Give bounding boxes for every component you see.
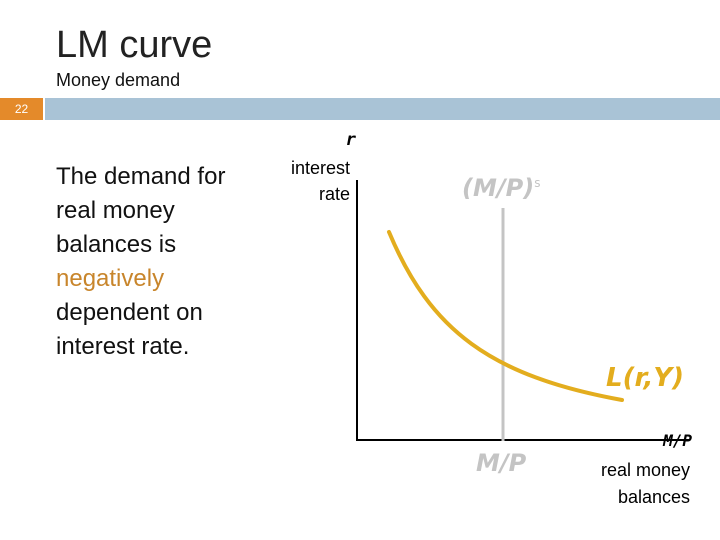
money-supply-superscript: s bbox=[534, 176, 541, 190]
slide-subtitle: Money demand bbox=[56, 70, 181, 90]
slide-title: LM curve bbox=[56, 24, 213, 66]
demand-curve-label: L(r,Y) bbox=[606, 363, 685, 393]
slide-number: 22 bbox=[0, 98, 43, 120]
y-axis-label: interest rate bbox=[290, 158, 350, 204]
y-axis-variable: r bbox=[345, 130, 356, 150]
x-axis-variable: M/P bbox=[663, 431, 692, 450]
money-demand-curve bbox=[389, 232, 622, 400]
supply-tick-label: M/P bbox=[476, 449, 527, 477]
body-text-end: dependent on interest rate. bbox=[56, 299, 203, 360]
body-text-highlight: negatively bbox=[56, 265, 165, 292]
body-text-start: The demand for real money balances is bbox=[56, 163, 226, 258]
money-supply-text: (M/P) bbox=[462, 174, 535, 202]
money-supply-label bbox=[462, 174, 540, 202]
x-axis-label: real money balances bbox=[600, 460, 690, 507]
